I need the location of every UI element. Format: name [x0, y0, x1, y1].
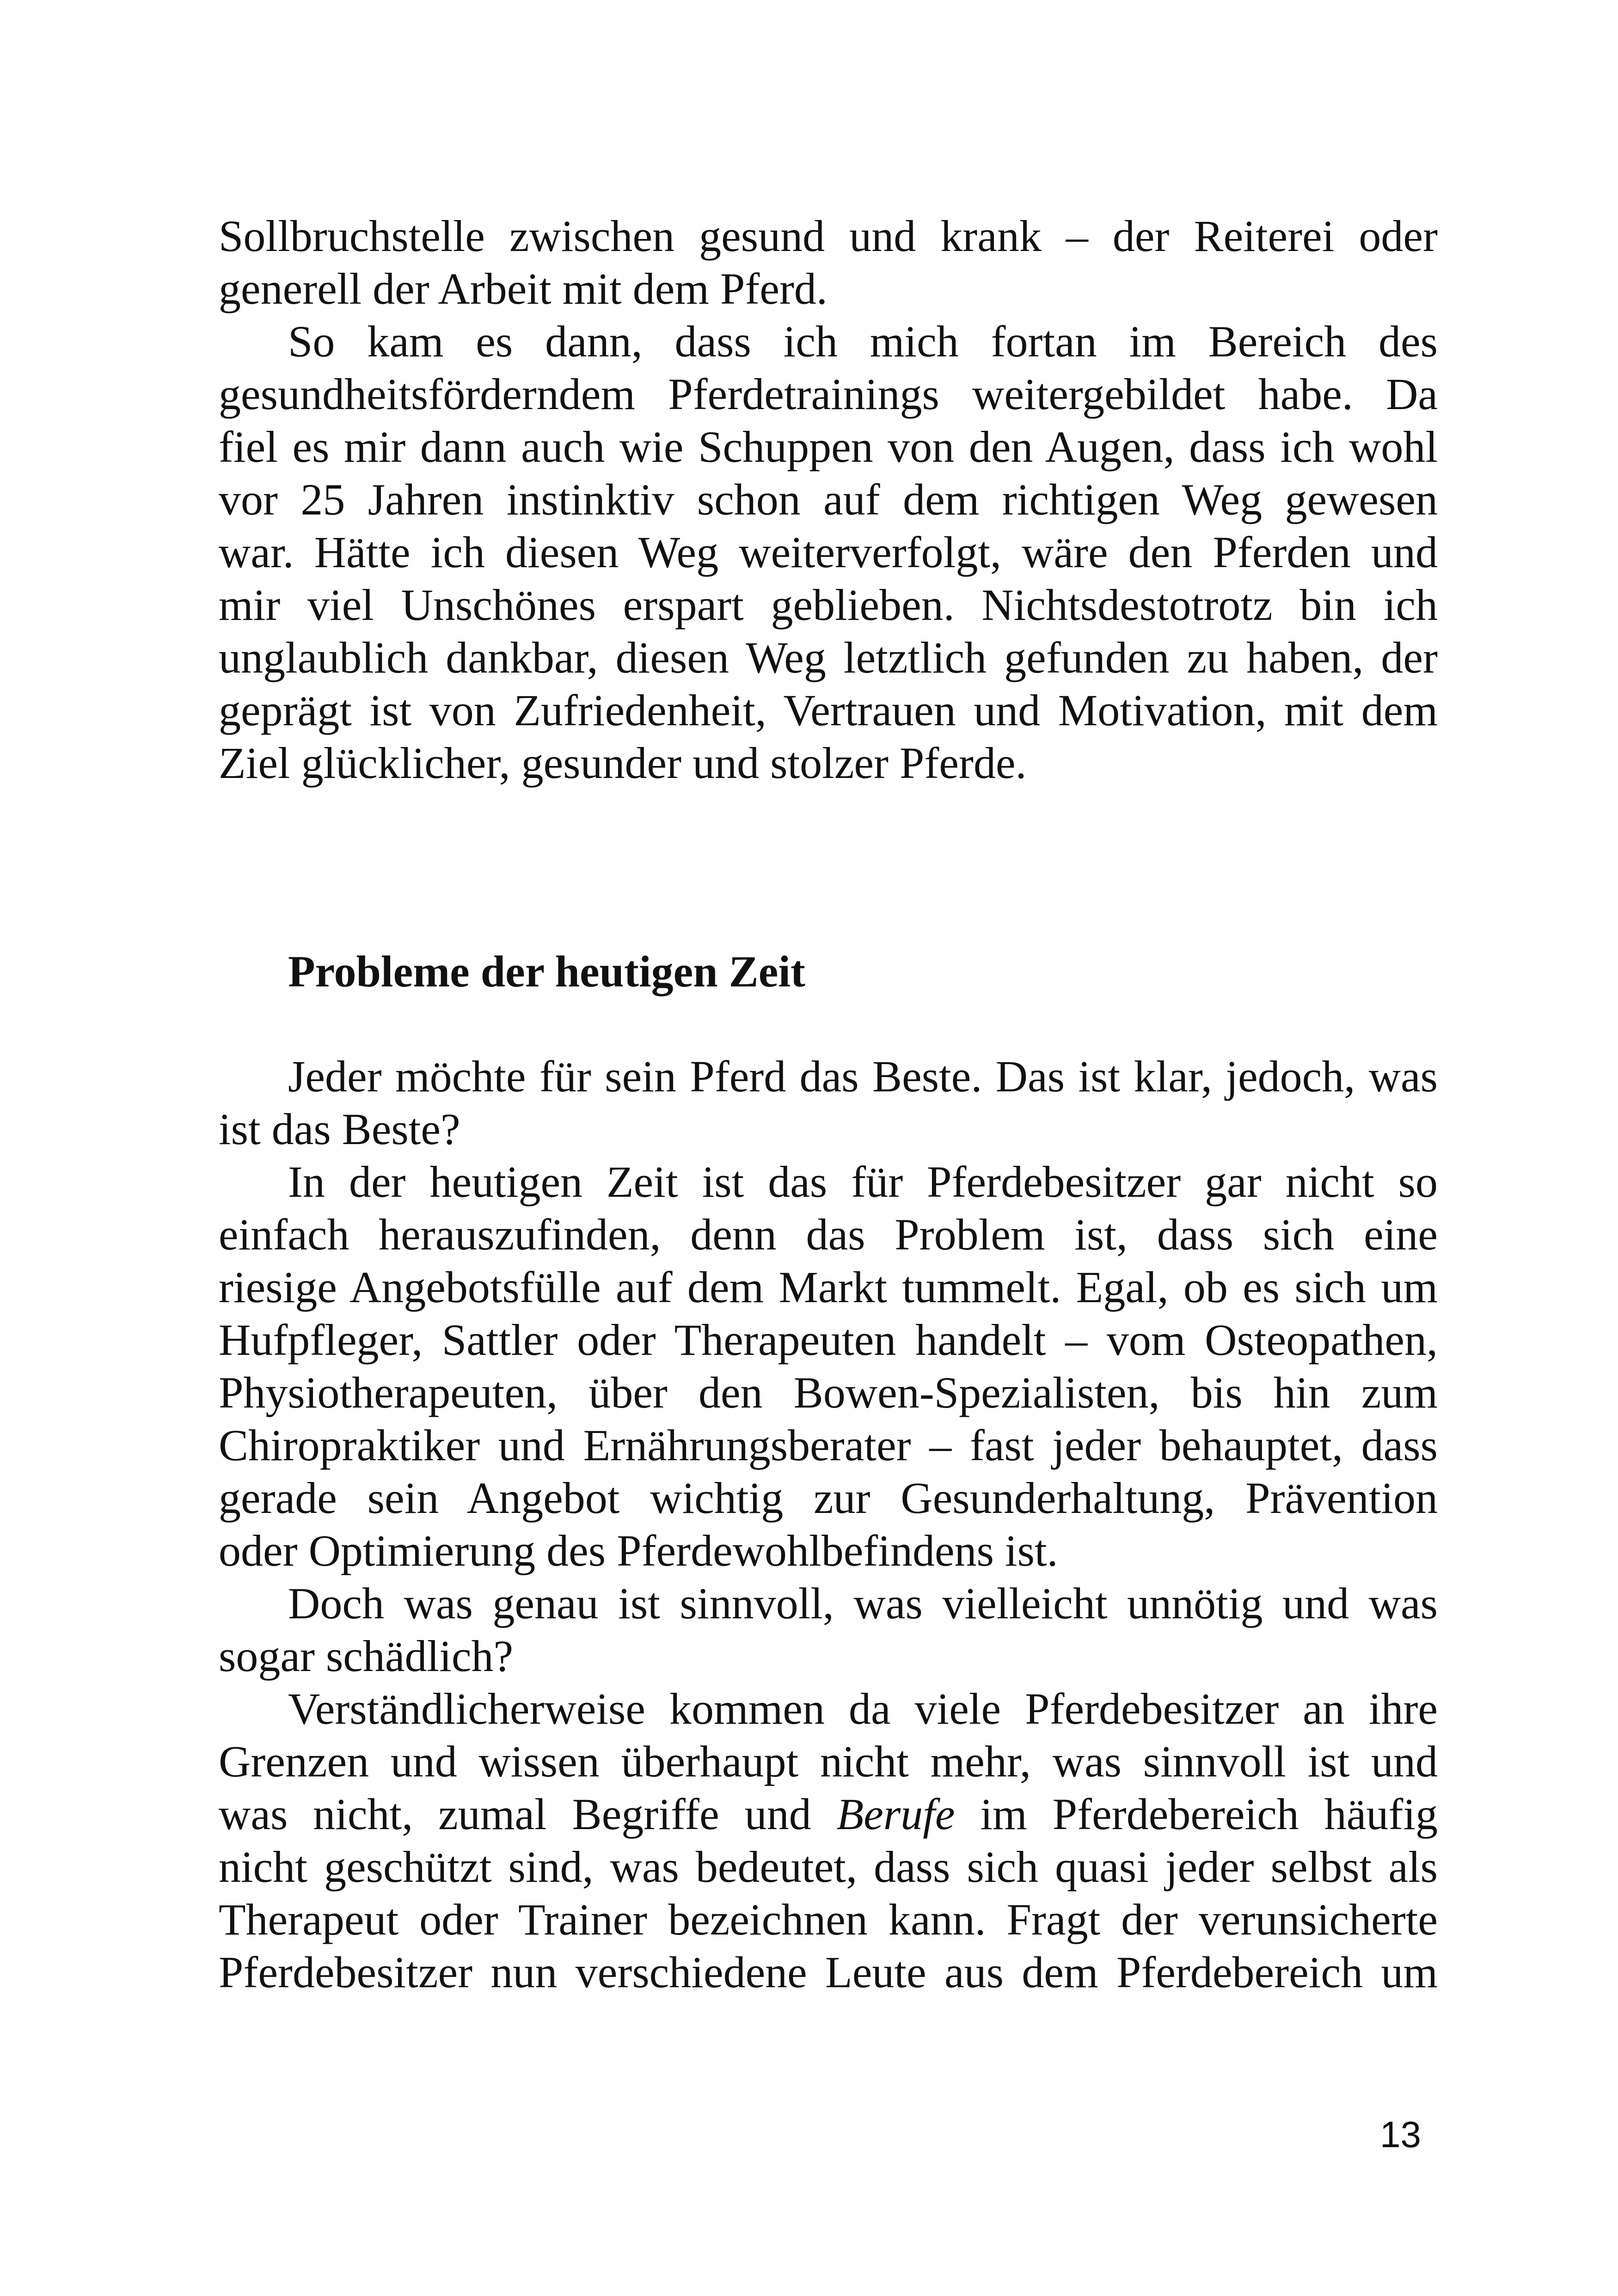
- text-line: geprägt ist von Zufriedenheit, Vertrauen und Motivation, mit dem: [219, 686, 1438, 735]
- text-line: Ziel glücklicher, gesunder und stolzer Pferde.: [219, 738, 1027, 788]
- text-line: nicht geschützt sind, was bedeutet, dass sich quasi jeder selbst als: [219, 1842, 1438, 1892]
- section-heading: Probleme der heutigen Zeit: [288, 947, 805, 996]
- body-paragraphs: [219, 1050, 1438, 1999]
- text-line: generell der Arbeit mit dem Pferd.: [219, 264, 827, 313]
- text-line: Chiropraktiker und Ernährungsberater – fast jeder behauptet, dass: [219, 1420, 1438, 1470]
- intro-paragraphs: [219, 210, 1438, 790]
- text-line: einfach herauszufinden, denn das Problem ist, dass sich eine: [219, 1210, 1438, 1259]
- text-line: gesundheitsförderndem Pferdetrainings weitergebildet habe. Da: [219, 369, 1438, 419]
- text-line: vor 25 Jahren instinktiv schon auf dem richtigen Weg gewesen: [219, 475, 1438, 524]
- text-line: Hufpfleger, Sattler oder Therapeuten handelt – vom Osteopathen,: [219, 1315, 1438, 1365]
- text-line: Doch was genau ist sinnvoll, was vielleicht unnötig und was: [288, 1579, 1438, 1628]
- text-line: Pferdebesitzer nun verschiedene Leute aus dem Pferdebereich um: [219, 1947, 1438, 1997]
- italic-term: Berufe: [836, 1789, 955, 1839]
- text-line: sogar schädlich?: [219, 1631, 514, 1681]
- page-number: 13: [1380, 2114, 1421, 2155]
- text-line: oder Optimierung des Pferdewohlbefindens ist.: [219, 1526, 1058, 1575]
- text-line: Verständlicherweise kommen da viele Pferdebesitzer an ihre: [288, 1684, 1438, 1733]
- text-line: unglaublich dankbar, diesen Weg letztlich gefunden zu haben, der: [219, 633, 1438, 682]
- text-line: fiel es mir dann auch wie Schuppen von den Augen, dass ich wohl: [219, 422, 1438, 471]
- text-line: mir viel Unschönes erspart geblieben. Nichtsdestotrotz bin ich: [219, 580, 1438, 630]
- text-line: ist das Beste?: [219, 1104, 460, 1154]
- text-line-with-italic: [219, 1788, 1438, 1841]
- text-line: gerade sein Angebot wichtig zur Gesunderhaltung, Prävention: [219, 1473, 1438, 1523]
- text-line: Therapeut oder Trainer bezeichnen kann. Fragt der verunsicherte: [219, 1895, 1438, 1944]
- text-line: In der heutigen Zeit ist das für Pferdebesitzer gar nicht so: [288, 1157, 1438, 1206]
- text-line: Jeder möchte für sein Pferd das Beste. Das ist klar, jedoch, was: [288, 1052, 1438, 1101]
- text-line: Grenzen und wissen überhaupt nicht mehr, was sinnvoll ist und: [219, 1737, 1438, 1786]
- text-line: riesige Angebotsfülle auf dem Markt tummelt. Egal, ob es sich um: [219, 1262, 1438, 1312]
- text-line: So kam es dann, dass ich mich fortan im Bereich des: [288, 317, 1438, 366]
- text-segment: im Pferdebereich häufig: [955, 1789, 1438, 1839]
- text-line: Sollbruchstelle zwischen gesund und krank – der Reiterei oder: [219, 211, 1438, 261]
- text-line: war. Hätte ich diesen Weg weiterverfolgt, wäre den Pferden und: [219, 527, 1438, 577]
- text-line: Physiotherapeuten, über den Bowen-Spezialisten, bis hin zum: [219, 1368, 1438, 1417]
- text-segment: was nicht, zumal Begriffe und: [219, 1789, 837, 1839]
